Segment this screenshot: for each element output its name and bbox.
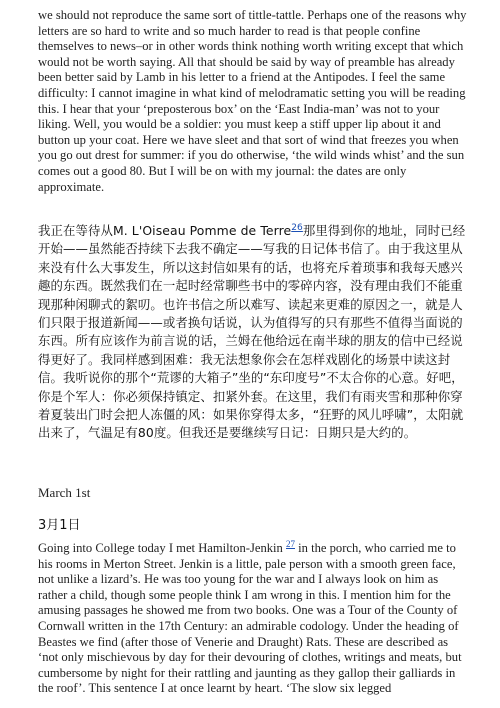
english-paragraph-2 — [38, 538, 468, 697]
chinese-paragraph-1-text-rest: 那里得到你的地址，同时已经开始——虽然能否持续下去我不确定——写我的日记体书信了。由于我这里从来没有什么大事发生，所以这封信如果有的话，也将充斥着琐事和我每天感兴趣的东西。既然我们在一起时经常聊些书中的零碎内容，没有理由我们不能重现那种闲聊式的絮叨。也许书信之所以难写、读起来更难的原因之一，就是人们只限于报道新闻——或者换句话说，认为值得写的只有那些不值得当面说的东西。所有应该作为前言说的话，兰姆在他给远在南半球的朋友的信中已经说得更好了。我同样感到困难：我无法想象你会在怎样戏剧化的场景中读这封信。我听说你的那个“荒谬的大箱子”坐的“东印度号”不太合你的心意。好吧，你是个军人：你必须保持镇定、扣紧外套。在这里，我们有雨夹雪和那种你穿着夏装出门时会把人冻僵的风：如果你穿得太多，“狂野的风儿呼啸”，太阳就出来了，气温足有80度。但我还是要继续写日记：日期只是大约的。 — [38, 223, 466, 441]
chinese-paragraph-1-text-start: 我正在等待从M. L'Oiseau Pomme de Terre — [38, 223, 292, 238]
date-heading-zh: 3月1日 — [38, 518, 81, 533]
english-paragraph-1: we should not reproduce the same sort of tittle-tattle. Perhaps one of the reasons why letters are so hard to write and so much harder to read is that people confine themselves to news–or in other words think nothing worth writing except that which would not be worth saying. All that should be said by way of preamble has already been better said by Lamb in his letter to a friend at the Antipodes. I feel the same difficulty: I cannot imagine in what kind of melodramatic setting you will be reading this. I hear that your ‘preposterous box’ on the ‘East India-man’ was not to your liking. Well, you would be a soldier: you must keep a stiff upper lip about it and button up your coat. Here we have sleet and that sort of wind that freezes you when you go out drest for summer: if you do otherwise, ‘the wild winds whist’ and the sun comes out a good 80. But I will be on with my journal: the dates are only approximate. — [38, 8, 467, 194]
footnote-marker-27[interactable] — [286, 539, 295, 550]
footnote-marker-26[interactable] — [291, 221, 303, 233]
english-paragraph-2-text-rest: in the porch, who carried me to his rooms in Merton Street. Jenkin is a little, pale person with a smooth green face, not unlike a lizard’s. He was too young for the war and I always look on him as rather a child, though some people think I am wrong in this. I mention him for the amusing passages he showed me from two books. One was a Tour of the County of Cornwall written in the 17th Century: an admirable codology. Under the heading of Beastes we find (after those of Venerie and Draught) Rats. These are described as ‘not only mischievous by day for their devouring of clothes, writings and meats, but cumbersome by night for their rattling and jaunting as they gallop their galliards in the roof’. This sentence I at once learnt by heart. ‘The slow six legged — [38, 541, 462, 696]
date-heading-en: March 1st — [38, 485, 91, 500]
chinese-paragraph-1 — [38, 222, 468, 443]
footnote-link-26[interactable]: 26 — [291, 222, 303, 233]
footnote-link-27[interactable]: 27 — [286, 538, 295, 549]
english-paragraph-2-text-start: Going into College today I met Hamilton-Jenkin — [38, 541, 283, 555]
